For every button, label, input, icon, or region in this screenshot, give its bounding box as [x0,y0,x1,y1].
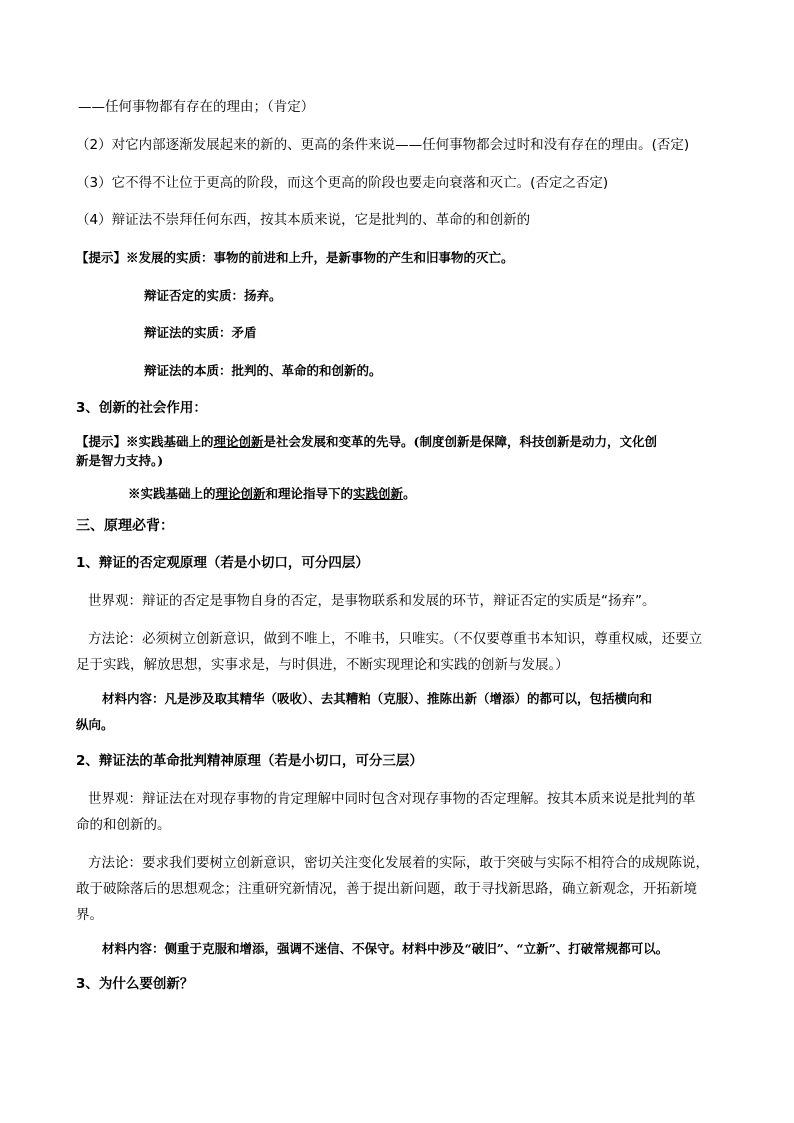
tip-negation: 辩证否定的实质：扬弃。 [144,288,282,303]
principle-2-methodology-end: 界。 [76,907,103,923]
principle-2-worldview-cont: 命的和创新的。 [76,817,171,833]
principle-1-material-cont: 纵向。 [76,717,114,732]
tip-text: 【提示】※实践基础上的 [76,434,214,449]
principle-2-methodology-cont: 敢于破除落后的思想观念；注重研究新情况，善于提出新问题，敢于寻找新思路，确立新观念，开拓新境 [76,881,697,897]
tip-text: 和理论指导下的 [265,486,354,501]
principle-1-title: 1、辩证的否定观原理（若是小切口，可分四层） [76,555,369,571]
tip-text: 。 [403,486,416,501]
line-item-2: （2）对它内部逐渐发展起来的新的、更高的条件来说——任何事物都会过时和没有存在的理由。(否定) [76,137,690,153]
principle-1-methodology: 方法论：必须树立创新意识，做到不唯上，不唯书，只唯实。（不仅要尊重书本知识，尊重权威，还要立 [88,631,703,647]
line-item-4: （4）辩证法不崇拜任何东西，按其本质来说，它是批判的、革命的和创新的 [76,212,531,228]
heading-innovation-role: 3、创新的社会作用： [76,400,207,416]
principle-2-material: 材料内容：侧重于克服和增添，强调不迷信、不保守。材料中涉及“破旧”、“立新”、打破常规都可以。 [102,941,669,956]
tip-theory-innovation [76,433,657,451]
line-affirmation: ——任何事物都有存在的理由；（肯定） [78,99,315,115]
principle-1-methodology-cont: 足于实践，解放思想，实事求是，与时俱进，不断实现理论和实践的创新与发展。） [76,657,569,673]
underlined-term: 实践创新 [353,486,404,501]
section-three-heading: 三、原理必背： [76,518,174,534]
principle-1-worldview: 世界观：辩证的否定是事物自身的否定，是事物联系和发展的环节，辩证否定的实质是“扬弃”。 [88,593,656,609]
underlined-term: 理论创新 [213,434,264,449]
tip-dialectics-essence: 辩证法的实质：矛盾 [144,325,257,340]
tip-dialectics-nature: 辩证法的本质：批判的、革命的和创新的。 [144,363,382,378]
principle-2-title: 2、辩证法的革命批判精神原理（若是小切口，可分三层） [76,753,423,769]
tip-text: 是社会发展和变革的先导。(制度创新是保障，科技创新是动力，文化创 [263,434,657,449]
line-item-3: （3）它不得不让位于更高的阶段，而这个更高的阶段也要走向衰落和灭亡。(否定之否定) [76,175,609,191]
tip-text: ※实践基础上的 [128,486,216,501]
underlined-term: 理论创新 [215,486,266,501]
principle-2-methodology: 方法论：要求我们要树立创新意识，密切关注变化发展着的实际，敢于突破与实际不相符合的成规陈说， [88,855,709,871]
principle-1-material: 材料内容：凡是涉及取其精华（吸收）、去其糟粕（克服）、推陈出新（增添）的都可以，包括横向和 [102,691,653,706]
tip-theory-innovation-cont: 新是智力支持。) [76,453,164,468]
tip-practice-innovation [128,485,416,503]
tip-development: 【提示】※发展的实质：事物的前进和上升，是新事物的产生和旧事物的灭亡。 [76,250,514,265]
principle-2-worldview: 世界观：辩证法在对现存事物的肯定理解中同时包含对现存事物的否定理解。按其本质来说是批判的革 [88,791,696,807]
principle-3-title: 3、为什么要创新？ [76,976,194,992]
